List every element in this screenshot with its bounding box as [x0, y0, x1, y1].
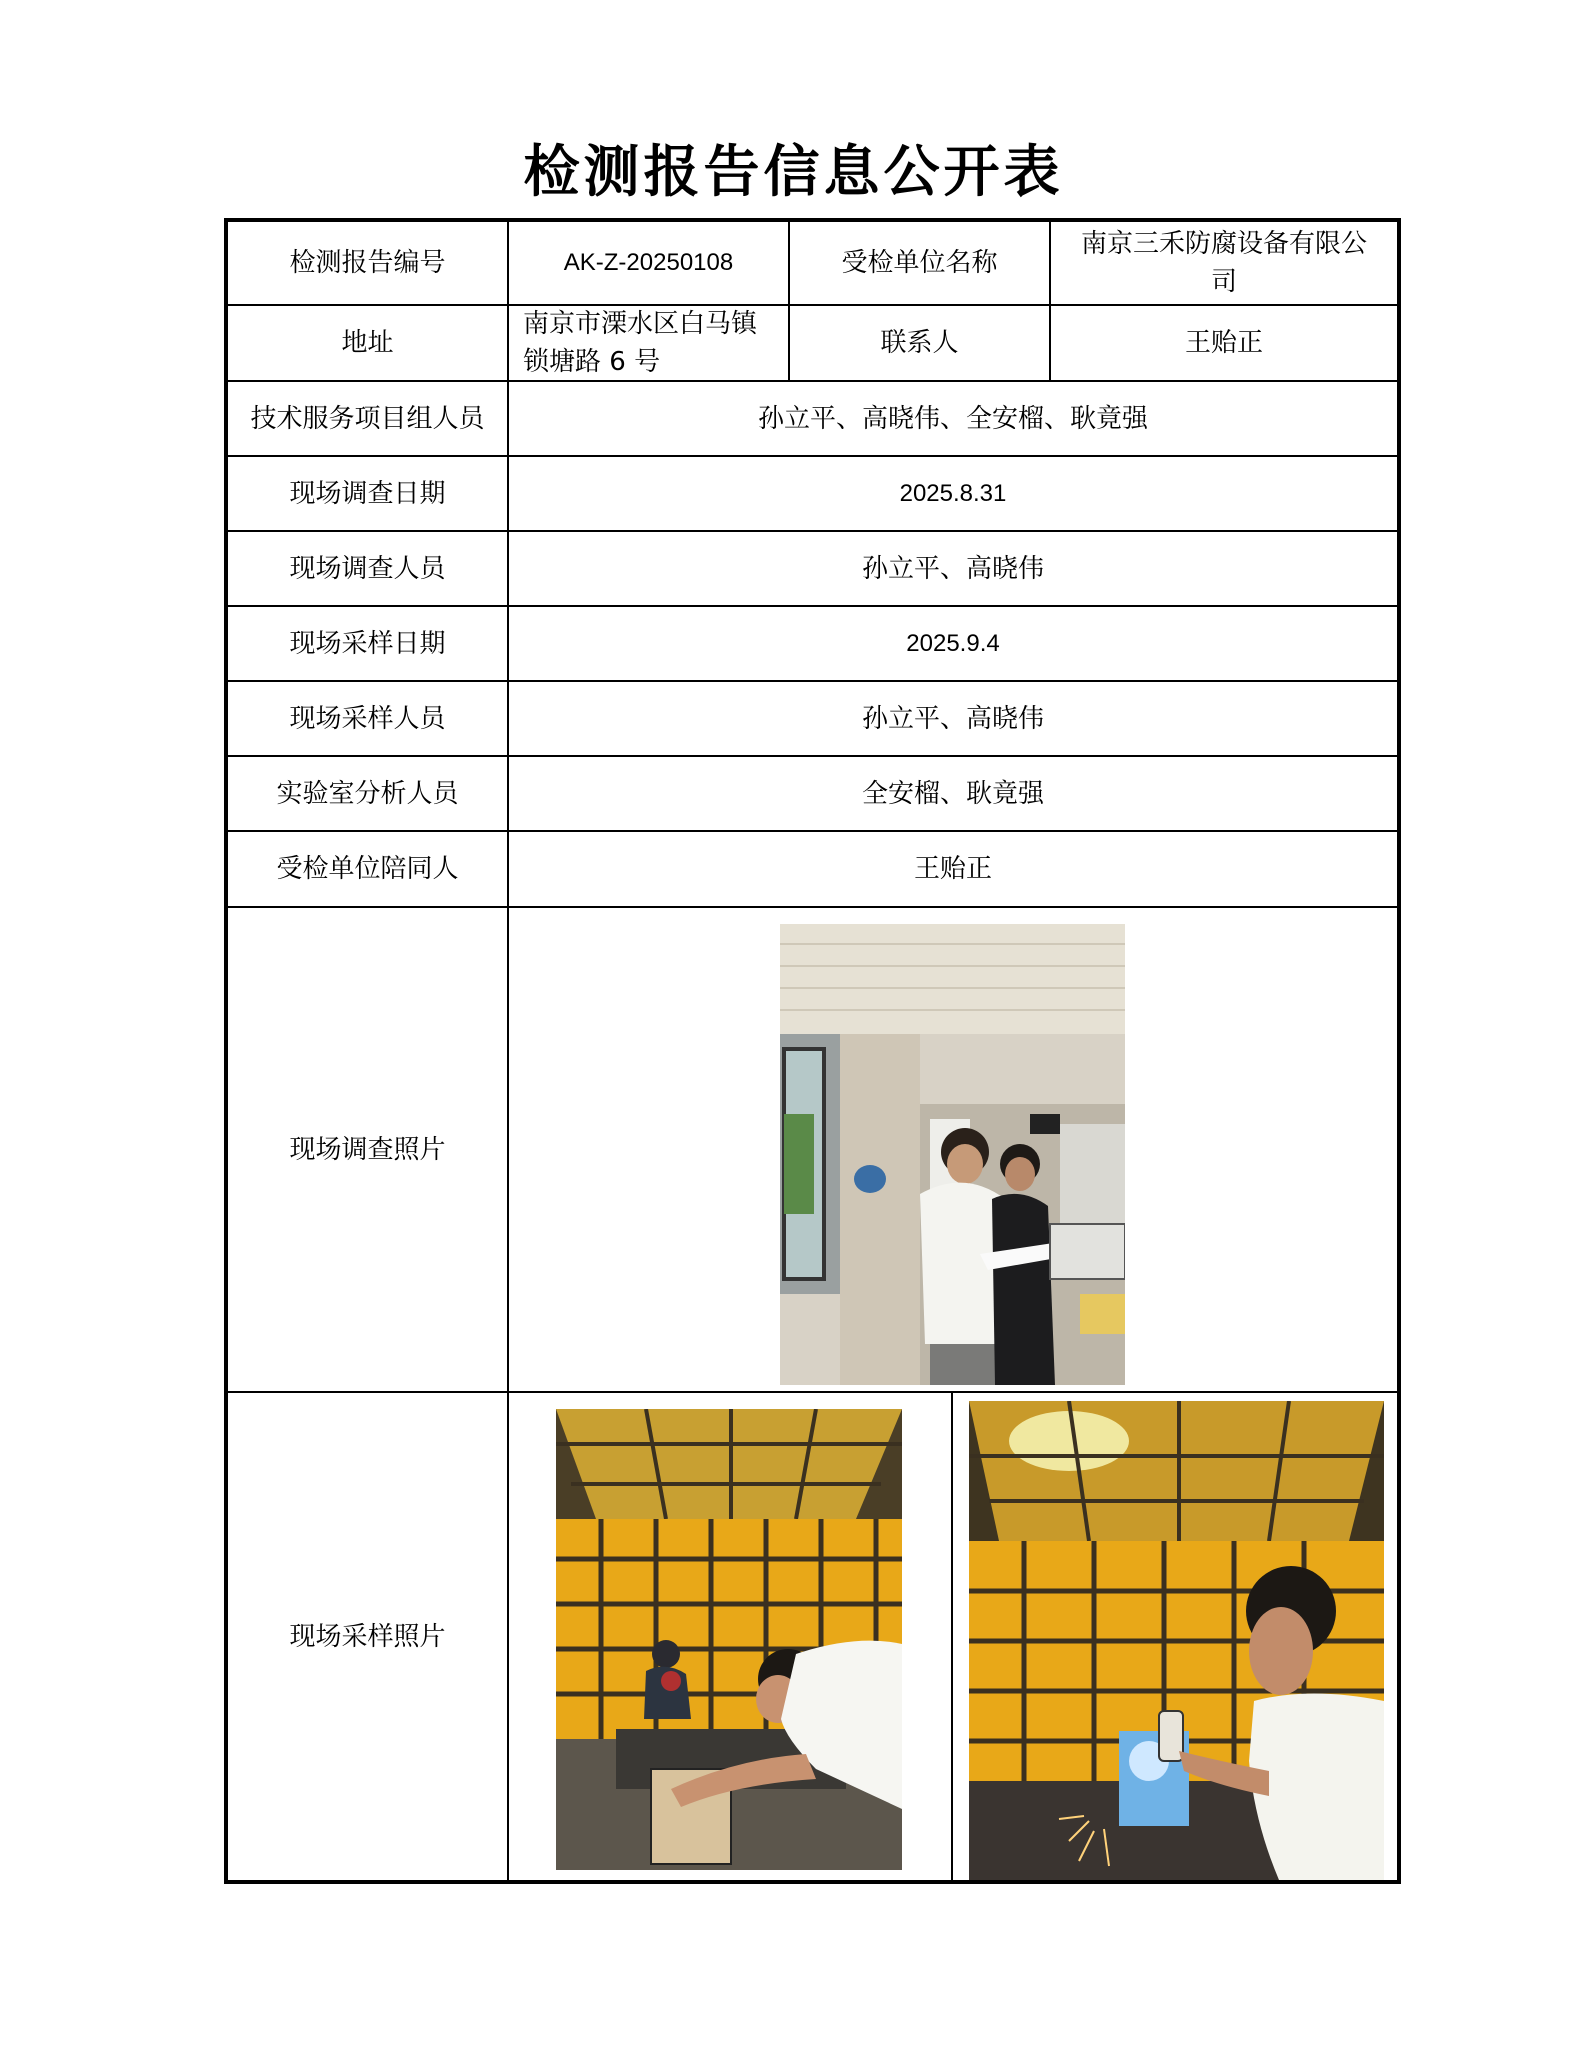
address-label: 地址	[228, 306, 509, 382]
contact-value: 王贻正	[1051, 306, 1397, 382]
sampling-date-value: 2025.9.4	[509, 607, 1397, 682]
companion-value: 王贻正	[509, 832, 1397, 908]
companion-label: 受检单位陪同人	[228, 832, 509, 908]
sampling-photo-2	[969, 1401, 1384, 1880]
survey-photo	[780, 924, 1125, 1385]
survey-staff-label: 现场调查人员	[228, 532, 509, 607]
survey-date-value: 2025.8.31	[509, 457, 1397, 532]
survey-staff-value: 孙立平、高晓伟	[509, 532, 1397, 607]
sampling-date-label: 现场采样日期	[228, 607, 509, 682]
lab-staff-value: 全安榴、耿竟强	[509, 757, 1397, 832]
lab-staff-label: 实验室分析人员	[228, 757, 509, 832]
team-value: 孙立平、高晓伟、全安榴、耿竟强	[509, 382, 1397, 457]
sampling-staff-value: 孙立平、高晓伟	[509, 682, 1397, 757]
unit-name-label: 受检单位名称	[790, 222, 1051, 306]
contact-label: 联系人	[790, 306, 1051, 382]
unit-name-value: 南京三禾防腐设备有限公司	[1051, 222, 1397, 306]
address-value: 南京市溧水区白马镇锁塘路 6 号	[509, 306, 790, 382]
page-title: 检测报告信息公开表	[523, 139, 1064, 205]
sampling-photo-label: 现场采样照片	[228, 1393, 509, 1880]
survey-photo-label: 现场调查照片	[228, 908, 509, 1393]
sampling-photo-1	[556, 1409, 902, 1870]
sampling-staff-label: 现场采样人员	[228, 682, 509, 757]
report-no-label: 检测报告编号	[228, 222, 509, 306]
team-label: 技术服务项目组人员	[228, 382, 509, 457]
report-no-value: AK-Z-20250108	[509, 222, 790, 306]
survey-date-label: 现场调查日期	[228, 457, 509, 532]
